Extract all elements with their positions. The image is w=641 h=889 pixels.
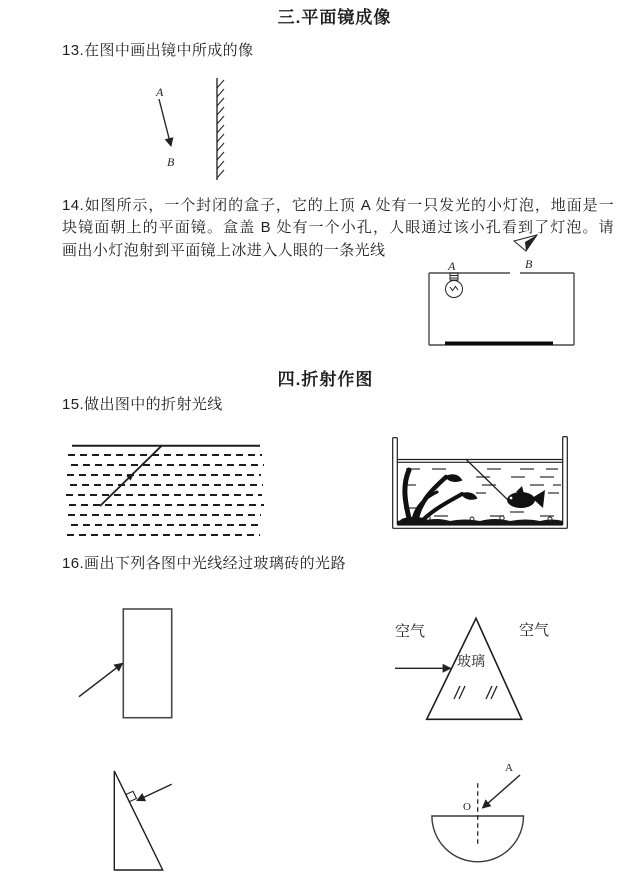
tank-water-dashes — [403, 469, 561, 516]
eye-icon — [514, 235, 537, 251]
box-label-a: A — [448, 259, 456, 273]
mirror-hatching — [217, 78, 224, 180]
question15-text: 15.做出图中的折射光线 — [62, 396, 223, 413]
water-dashes — [66, 455, 264, 535]
fig-semicircle-lens — [420, 756, 570, 868]
section4-title: 四.折射作图 — [277, 370, 374, 389]
fig-fish-tank — [390, 428, 575, 533]
fig-glass-slab — [75, 605, 180, 723]
box-label-b: B — [525, 257, 533, 271]
plant-silhouette — [400, 470, 476, 525]
question14-line3: 画出小灯泡射到平面镜上冰进入人眼的一条光线 — [62, 241, 386, 259]
object-arrow — [159, 99, 171, 146]
right-prism-outline — [114, 771, 162, 870]
glass-label: 玻璃 — [457, 653, 485, 669]
section3-title: 三.平面镜成像 — [277, 8, 392, 27]
question14-line1: 14.如图所示，一个封闭的盒子，它的上顶 A 处有一只发光的小灯泡，地面是一 — [62, 197, 614, 214]
question14-line2: 块镜面朝上的平面镜。盒盖 B 处有一个小孔，人眼通过该小孔看到了灯泡。请 — [62, 219, 614, 237]
fig-box-mirror — [425, 233, 580, 351]
incident-ray-arrow — [79, 663, 123, 696]
object-label-a: A — [156, 85, 164, 99]
floor-mirror — [445, 342, 553, 346]
glass-hatch-marks — [454, 686, 497, 699]
fig-prism — [390, 608, 565, 726]
fig-plane-mirror — [138, 76, 233, 186]
incident-ray-arrow — [137, 784, 172, 800]
question13-text: 13.在图中画出镜中所成的像 — [62, 42, 254, 59]
air-label-left: 空气 — [395, 623, 426, 640]
fig-water-refraction — [64, 440, 266, 542]
fig-right-prism — [95, 760, 205, 878]
light-bulb-icon — [446, 273, 463, 298]
ray-label-a: A — [505, 762, 513, 774]
object-label-b: B — [167, 155, 175, 169]
air-label-right: 空气 — [519, 622, 550, 639]
fish-icon — [507, 486, 545, 508]
question16-text: 16.画出下列各图中光线经过玻璃砖的光路 — [62, 555, 346, 572]
semicircle-outline — [432, 816, 524, 862]
point-label-o: O — [463, 801, 471, 813]
incident-ray-arrow — [483, 775, 521, 808]
box-outline — [429, 273, 574, 345]
glass-slab-outline — [123, 609, 171, 718]
